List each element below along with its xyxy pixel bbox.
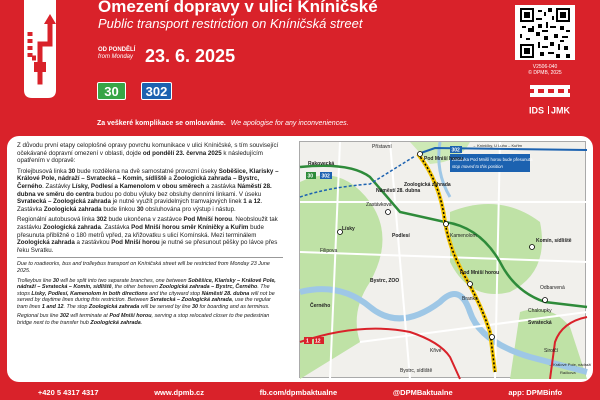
map-label-komin: Komín, sídliště bbox=[536, 238, 572, 244]
route-change-icon bbox=[20, 0, 60, 100]
paragraph-en-intro: Due to roadworks, bus and trolleybus transport on Kníničská street will be restricted from Monday 23 June 2025. bbox=[17, 261, 270, 274]
footer-web[interactable]: www.dpmb.cz bbox=[154, 388, 204, 397]
forest-area bbox=[450, 204, 542, 294]
stop-marker bbox=[444, 222, 449, 227]
paragraph-intro: Z důvodu první etapy celoplošné opravy povrchu komunikace v ulici Kníničské, s tím související očekávané dopravní omezení v oblasti, dojde od pondělí 23. června 2025 k následujícím opatřením v dopravě: bbox=[17, 142, 279, 165]
paragraph-en-line-302: Regional bus line 302 will terminate at Pod Mniší horou, serving a stop relocated closer to the pedestrian bridge next to the transfer hub Zoologická zahrada. bbox=[17, 313, 270, 327]
from-label-cs: OD PONDĚLÍ bbox=[98, 47, 136, 53]
paragraph-line-30: Trolejbusová linka 30 bude rozdělena na dvě samostatné provozní úseky Soběšice, Klarisky – Králové Pole, nádraží – Svratecká – Komín, sídliště a Zoologická zahrada – Bystrc, Černého. Zastávky Lísky, Podlesí a Kamenolom v obou směrech a zastávka Náměstí 28. dubna ve směru do centra budou po dobu výluky bez obsluhy denními linkami. V úseku Svratecká – Zoologická zahrada je nutné využít pravidelných tramvajových linek 1 a 12. Zastávka Zoologická zahrada bude linkou 30 obsluhována pro výstup i nástup. bbox=[17, 167, 279, 213]
map-line-badge-30: 30 bbox=[307, 173, 314, 180]
map-label-pristavni: Přístavní bbox=[372, 144, 392, 150]
line-badge-30: 30 bbox=[97, 82, 126, 100]
notice-text bbox=[17, 142, 283, 330]
apology-en: We apologise for any inconveniences. bbox=[230, 120, 349, 127]
map-label-krive: Křivé bbox=[430, 348, 442, 354]
notice-code-number: V2506-040 bbox=[532, 64, 558, 70]
map-label-namesti: Náměstí 28. dubna bbox=[376, 188, 421, 194]
notice-copyright: © DPMB, 2025 bbox=[528, 70, 562, 76]
map-label-cerneho: Černého bbox=[310, 303, 331, 309]
ids-jmk-logo-icon bbox=[528, 104, 574, 116]
footer-contacts bbox=[0, 385, 600, 400]
map-label-bystrc-zoo: Bystrc, ZOO bbox=[370, 278, 400, 284]
stop-marker bbox=[543, 298, 548, 303]
map-label-knin-kurim: → Kníničky, U Luhu – Kuřim bbox=[472, 143, 522, 148]
page-subtitle: Public transport restriction on Kníničská street bbox=[98, 16, 363, 31]
map-label-chaloupky: Chaloupky bbox=[528, 308, 552, 314]
map-label-pod-mnisi: Pod Mniší horou bbox=[460, 270, 500, 276]
ids-jmk-logo-text: IDS bbox=[529, 105, 545, 116]
stop-marker bbox=[468, 282, 473, 287]
map-line-badge-302-top: 302 bbox=[451, 147, 460, 154]
stop-marker bbox=[490, 335, 495, 340]
from-label-en: from Monday bbox=[98, 54, 134, 60]
route-map[interactable] bbox=[299, 141, 592, 378]
stop-marker bbox=[418, 152, 423, 157]
from-label bbox=[98, 47, 135, 61]
footer-app[interactable]: app: DPMBinfo bbox=[508, 388, 563, 397]
line-badge-302: 302 bbox=[141, 82, 172, 100]
footer-phone[interactable]: +420 5 4317 4317 bbox=[37, 388, 99, 397]
map-label-rackova: Račkova bbox=[560, 370, 576, 375]
footer-twitter[interactable]: @DPMBaktualne bbox=[392, 388, 453, 397]
map-label-lisky: Lísky bbox=[342, 226, 355, 232]
map-label-odbarvena: Odbarvená bbox=[540, 285, 565, 291]
map-label-stop-moved-cs: zastávka Pod Mniší horou bude přesunuta bbox=[452, 157, 533, 162]
map-label-podlesi: Podlesí bbox=[392, 233, 410, 239]
map-label-branka: Branka bbox=[462, 296, 478, 302]
svg-text:JMK: JMK bbox=[551, 105, 571, 116]
map-label-zoo: Zoologická zahrada bbox=[404, 182, 451, 188]
stop-marker bbox=[386, 210, 391, 215]
page-title: Omezení dopravy v ulici Kníničské bbox=[98, 0, 378, 16]
footer-facebook[interactable]: fb.com/dpmbaktualne bbox=[259, 388, 338, 397]
map-line-badge-1: 1 bbox=[306, 338, 309, 345]
qr-code-icon[interactable] bbox=[520, 8, 570, 58]
effective-date: 23. 6. 2025 bbox=[145, 46, 236, 66]
apology-cs: Za veškeré komplikace se omlouváme. bbox=[97, 120, 226, 127]
map-label-zastavkova: Zastávková bbox=[366, 202, 392, 208]
map-label-stop-moved-en: stop moved to this position bbox=[452, 164, 503, 169]
notice-code bbox=[510, 64, 580, 76]
language-divider bbox=[17, 257, 283, 258]
map-label-pod-mnisi-top: Pod Mniší horou bbox=[424, 156, 464, 162]
paragraph-en-line-30: Trolleybus line 30 will be split into two separate branches, one between Soběšice, Klarisky – Králové Pole, nádraží – Svratecká – Komín, sídliště, the other between Zoologická zahrada – Bystrc, Černého. The stops Lísky, Podlesí, Kamenolom in both directions and the cityward stop Náměstí 28. dubna will not be served by daytime lines during this restriction. Between Svratecká – Zoologická zahrada, use the regular tram lines 1 and 12. The stop Zoologická zahrada will be served by line 30 for boarding and as terminus. bbox=[17, 277, 276, 310]
stop-marker bbox=[530, 245, 535, 250]
map-line-badge-12: 12 bbox=[315, 338, 321, 345]
notice-panel bbox=[7, 136, 593, 382]
map-label-kralove-pole: → Králové Pole, nádraží bbox=[548, 362, 592, 367]
paragraph-line-302: Regionální autobusová linka 302 bude ukončena v zastávce Pod Mniší horou. Neobsloužit tak zastávku Zoologická zahrada. Zastávka Pod Mniší horou směr Kníničky a Kuřim bude přesunuta přibližně o 180 metrů vpřed, za křižovatku s ulicí Komínská. Mezi terminálem Zoologická zahrada a zastávkou Pod Mniší horou je nutné se přesunout pěšky po lávce přes řeku Svratku. bbox=[17, 216, 278, 254]
map-line-badge-302: 302 bbox=[321, 173, 330, 180]
map-label-kamenolom: Kamenolom bbox=[450, 233, 477, 239]
map-label-sirotci: Sirotčí bbox=[544, 348, 559, 354]
map-label-filipova: Filipova bbox=[320, 248, 338, 254]
map-label-bystrc-sidl: Bystrc, sídliště bbox=[400, 368, 433, 374]
map-label-rakovecka: Rakovecká bbox=[308, 161, 335, 167]
map-label-svratecka: Svratecká bbox=[528, 320, 552, 326]
apology-text bbox=[97, 120, 349, 127]
dpmb-logo-icon bbox=[528, 83, 572, 99]
